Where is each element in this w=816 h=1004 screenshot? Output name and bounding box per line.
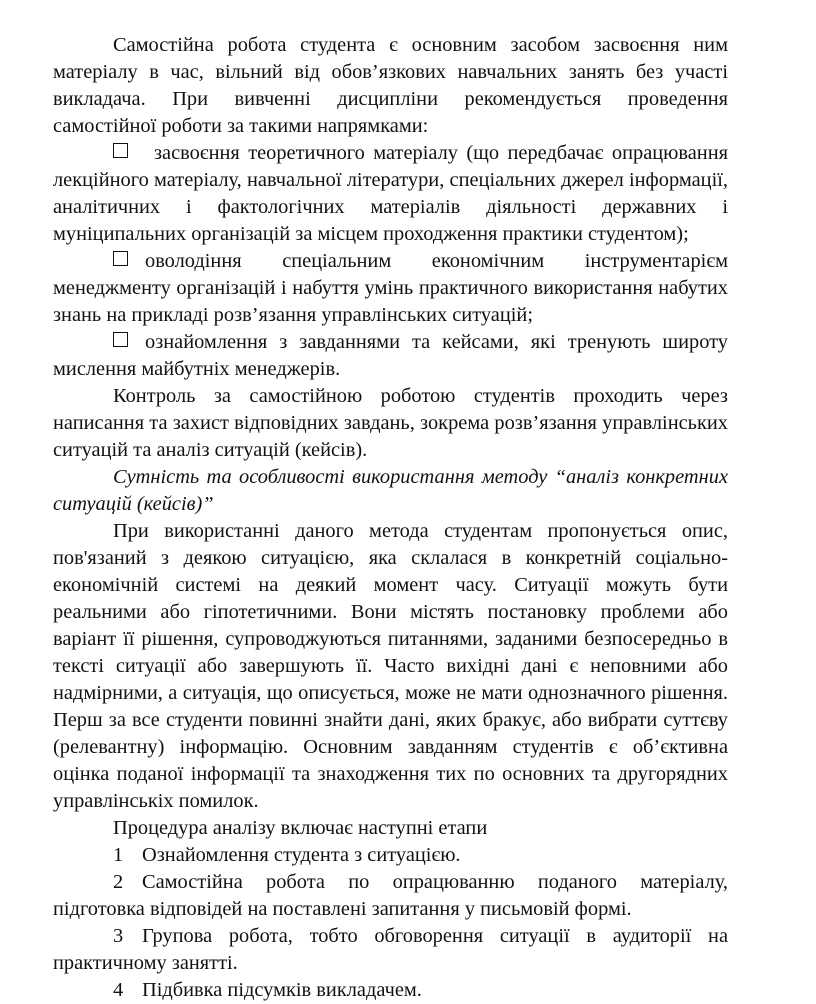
bullet-text: оволодіння спеціальним економічним інструментарієм менеджменту організацій і набуття умінь практичного використання набутих знань на прикладі розв’язання управлінських ситуацій; bbox=[53, 250, 728, 326]
procedure-step bbox=[53, 842, 728, 869]
checkbox-square-icon bbox=[113, 251, 128, 266]
step-text: Самостійна робота по опрацюванню поданого матеріалу, підготовка відповідей на поставлені запитання у письмовій формі. bbox=[53, 871, 728, 920]
step-text: Ознайомлення студента з ситуацією. bbox=[142, 844, 461, 866]
bullet-item bbox=[53, 248, 728, 329]
bullet-text: ознайомлення з завданнями та кейсами, які тренують широту мислення майбутніх менеджерів. bbox=[53, 331, 728, 380]
procedure-step bbox=[53, 869, 728, 923]
step-number: 3 bbox=[113, 925, 124, 947]
control-paragraph: Контроль за самостійною роботою студентів проходить через написання та захист відповідних завдань, зокрема розв’язання управлінських ситуацій та аналіз ситуацій (кейсів). bbox=[53, 385, 728, 461]
procedure-step bbox=[53, 923, 728, 977]
section-heading: Сутність та особливості використання методу “аналіз конкретних ситуацій (кейсів)” bbox=[53, 466, 728, 515]
bullet-item bbox=[53, 329, 728, 383]
step-number: 4 bbox=[113, 979, 124, 1001]
checkbox-square-icon bbox=[113, 143, 128, 158]
step-number: 1 bbox=[113, 844, 124, 866]
step-number: 2 bbox=[113, 871, 124, 893]
method-paragraph: При використанні даного метода студентам пропонується опис, пов'язаний з деякою ситуацією, яка склалася в конкретній соціально-економічній системі на деякий момент часу. Ситуації можуть бути реальними або гіпотетичними. Вони містять постановку проблеми або варіант її рішення, супроводжуються питаннями, заданими безпосередньо в тексті ситуації або завершують її. Часто вихідні дані є неповними або надмірними, а ситуація, що описується, може не мати однозначного рішення. Перш за все студенти повинні знайти дані, яких бракує, або вибрати суттєву (релевантну) інформацію. Основним завданням студентів є об’єктивна оцінка поданої інформації та знаходження тих по основних та другорядних управлінськіх помилок. bbox=[53, 520, 728, 812]
bullet-item bbox=[53, 140, 728, 248]
step-text: Підбивка підсумків викладачем. bbox=[142, 979, 422, 1001]
step-text: Групова робота, тобто обговорення ситуації в аудиторії на практичному занятті. bbox=[53, 925, 728, 974]
document-page bbox=[53, 32, 728, 1004]
procedure-step bbox=[53, 977, 728, 1004]
checkbox-square-icon bbox=[113, 332, 128, 347]
procedure-intro: Процедура аналізу включає наступні етапи bbox=[113, 817, 488, 839]
intro-paragraph: Самостійна робота студента є основним засобом засвоєння ним матеріалу в час, вільний від обов’язкових навчальних занять без участі викладача. При вивченні дисципліни рекомендується проведення самостійної роботи за такими напрямками: bbox=[53, 34, 728, 137]
bullet-text: засвоєння теоретичного матеріалу (що передбачає опрацювання лекційного матеріалу, навчальної літератури, спеціальних джерел інформації, аналітичних і фактологічних матеріалів діяльності державних і муніципальних організацій за місцем проходження практики студентом); bbox=[53, 142, 728, 245]
